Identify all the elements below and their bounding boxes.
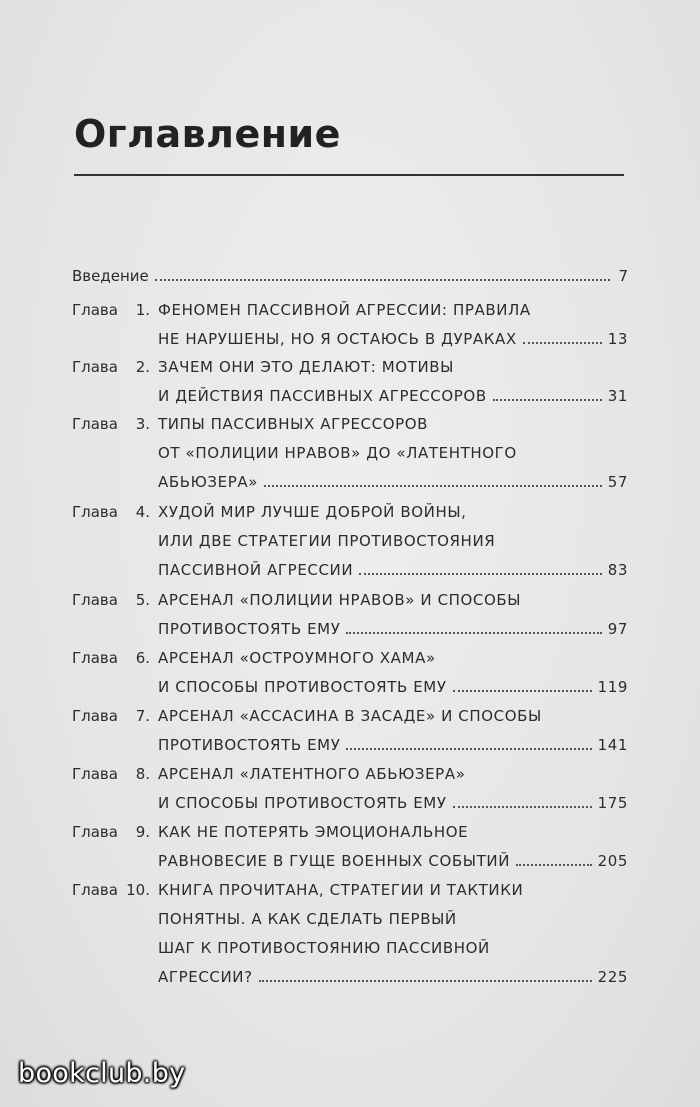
chapter-title [158,498,628,585]
chapter-word: Глава [72,591,118,609]
chapter-title-text: И ДЕЙСТВИЯ ПАССИВНЫХ АГРЕССОРОВ [158,387,487,405]
page-number: 175 [597,794,628,812]
chapter-word: Глава [72,881,118,899]
chapter-number: 6. [135,649,150,667]
chapter-title-line [158,498,628,527]
chapter-word: Глава [72,707,118,725]
chapter-title-text: НЕ НАРУШЕНЫ, НО Я ОСТАЮСЬ В ДУРАКАХ [158,330,517,348]
chapter-title-text: ФЕНОМЕН ПАССИВНОЙ АГРЕССИИ: ПРАВИЛА [158,301,531,319]
chapter-title [158,353,628,411]
chapter-number: 10. [126,881,150,899]
chapter-number: 1. [135,301,150,319]
chapter-title [158,644,628,702]
chapter-title-line [158,905,628,934]
chapter-number: 5. [135,591,150,609]
chapter-number: 7. [135,707,150,725]
chapter-title-line [158,556,628,585]
chapter-title-line [158,382,628,411]
chapter-title-text: ПОНЯТНЫ. А КАК СДЕЛАТЬ ПЕРВЫЙ [158,910,457,928]
chapter-title-line [158,644,628,673]
chapter-word: Глава [72,649,118,667]
chapter-title-text: ХУДОЙ МИР ЛУЧШЕ ДОБРОЙ ВОЙНЫ, [158,503,467,521]
chapter-title-text: АРСЕНАЛ «ПОЛИЦИИ НРАВОВ» И СПОСОБЫ [158,591,522,609]
chapter-word: Глава [72,358,118,376]
chapter-label [72,353,154,382]
chapter-title [158,818,628,876]
chapter-title-line [158,325,628,354]
chapter-label [72,410,154,439]
chapter-title-line [158,673,628,702]
dot-leader [359,572,602,575]
chapter-title-text: АГРЕССИИ? [158,968,253,986]
chapter-title [158,760,628,818]
chapter-title-text: И СПОСОБЫ ПРОТИВОСТОЯТЬ ЕМУ [158,678,447,696]
chapter-label [72,760,154,789]
chapter-title-text: РАВНОВЕСИЕ В ГУЩЕ ВОЕННЫХ СОБЫТИЙ [158,852,511,870]
chapter-word: Глава [72,301,118,319]
chapter-number: 3. [135,415,150,433]
chapter-title-text: КАК НЕ ПОТЕРЯТЬ ЭМОЦИОНАЛЬНОЕ [158,823,469,841]
chapter-label [72,586,154,615]
chapter-title-text: АРСЕНАЛ «АССАСИНА В ЗАСАДЕ» И СПОСОБЫ [158,707,542,725]
page-number: 13 [607,330,628,348]
chapter-title-line [158,615,628,644]
chapter-title-line [158,760,628,789]
chapter-label [72,644,154,673]
chapter-title-text: ПРОТИВОСТОЯТЬ ЕМУ [158,736,341,754]
page-number: 205 [597,852,628,870]
chapter-title-line [158,439,628,468]
chapter-title-line [158,527,628,556]
chapter-title [158,876,628,992]
chapter-title-text: АБЬЮЗЕРА» [158,473,259,491]
chapter-title-line [158,410,628,439]
chapter-title-line [158,847,628,876]
page-number: 83 [607,561,628,579]
dot-leader [493,398,602,401]
chapter-title-text: КНИГА ПРОЧИТАНА, СТРАТЕГИИ И ТАКТИКИ [158,881,524,899]
chapter-title-text: ШАГ К ПРОТИВОСТОЯНИЮ ПАССИВНОЙ [158,939,490,957]
chapter-title-line [158,876,628,905]
chapter-title-line [158,934,628,963]
chapter-title-text: ОТ «ПОЛИЦИИ НРАВОВ» ДО «ЛАТЕНТНОГО [158,444,517,462]
dot-leader [346,747,591,750]
chapter-title-text: ПРОТИВОСТОЯТЬ ЕМУ [158,620,341,638]
chapter-word: Глава [72,823,118,841]
dot-leader [516,863,592,866]
toc-intro [72,262,628,291]
page-number: 97 [607,620,628,638]
chapter-title-text: ИЛИ ДВЕ СТРАТЕГИИ ПРОТИВОСТОЯНИЯ [158,532,496,550]
chapter-title-text: ТИПЫ ПАССИВНЫХ АГРЕССОРОВ [158,415,429,433]
chapter-title [158,702,628,760]
chapter-word: Глава [72,415,118,433]
page-title: Оглавление [74,112,341,156]
chapter-label [72,876,154,905]
chapter-title-line [158,353,628,382]
page-number: 225 [597,968,628,986]
site-watermark: bookclub.by [18,1058,186,1089]
chapter-title-text: И СПОСОБЫ ПРОТИВОСТОЯТЬ ЕМУ [158,794,447,812]
chapter-number: 2. [135,358,150,376]
chapter-word: Глава [72,765,118,783]
chapter-word: Глава [72,503,118,521]
chapter-title-line [158,731,628,760]
chapter-title [158,410,628,497]
toc-intro-label: Введение [72,267,149,285]
chapter-label [72,498,154,527]
dot-leader [523,341,602,344]
chapter-title-line [158,586,628,615]
page-number: 57 [607,473,628,491]
chapter-title-line [158,296,628,325]
dot-leader [453,689,592,692]
dot-leader [346,631,601,634]
chapter-number: 4. [135,503,150,521]
dot-leader [155,278,611,281]
chapter-title-text: АРСЕНАЛ «ОСТРОУМНОГО ХАМА» [158,649,436,667]
chapter-title-text: ЗАЧЕМ ОНИ ЭТО ДЕЛАЮТ: МОТИВЫ [158,358,455,376]
chapter-title-text: АРСЕНАЛ «ЛАТЕНТНОГО АБЬЮЗЕРА» [158,765,466,783]
dot-leader [259,979,592,982]
page-number: 31 [607,387,628,405]
chapter-title [158,586,628,644]
chapter-title [158,296,628,354]
chapter-title-line [158,468,628,497]
chapter-label [72,296,154,325]
chapter-title-text: ПАССИВНОЙ АГРЕССИИ [158,561,354,579]
chapter-label [72,702,154,731]
chapter-title-line [158,702,628,731]
dot-leader [264,484,602,487]
chapter-title-line [158,818,628,847]
dot-leader [453,805,592,808]
title-underline [74,174,624,176]
chapter-number: 9. [135,823,150,841]
toc-intro-page: 7 [618,267,628,285]
chapter-title-line [158,963,628,992]
chapter-title-line [158,789,628,818]
page-number: 119 [597,678,628,696]
chapter-label [72,818,154,847]
page-number: 141 [597,736,628,754]
chapter-number: 8. [135,765,150,783]
